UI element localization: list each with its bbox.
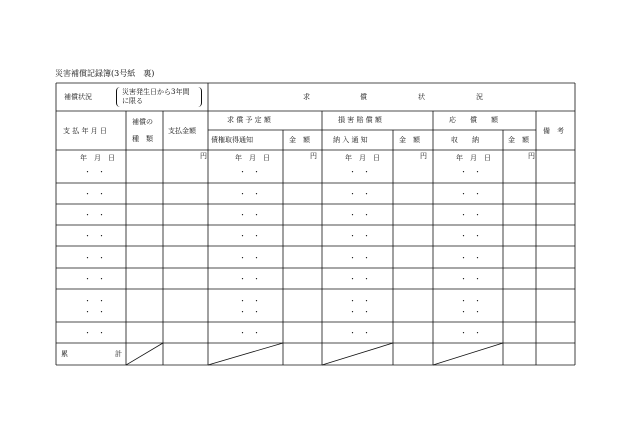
- offer-header: 応 償 額: [449, 116, 498, 124]
- date-dots: ・ ・: [460, 329, 481, 337]
- compensation-status-label: 補償状況: [64, 93, 92, 101]
- kyusho-char-3: 状: [418, 93, 425, 101]
- date-dots: ・ ・: [84, 308, 105, 316]
- date-dots: ・ ・: [239, 190, 260, 198]
- date-dots: ・ ・: [84, 211, 105, 219]
- date-dots: ・ ・: [84, 329, 105, 337]
- date-dots: ・ ・: [460, 190, 481, 198]
- date-dots: ・ ・: [84, 297, 105, 305]
- total-label-1: 累: [61, 350, 68, 358]
- first-row-yen-4: 円: [528, 152, 535, 160]
- total-label-2: 計: [115, 350, 122, 358]
- first-row-yen-2: 円: [310, 152, 317, 160]
- date-dots: ・ ・: [84, 254, 105, 262]
- first-row-ymd-3: 年 月 日: [345, 154, 380, 162]
- first-row-ymd-2: 年 月 日: [235, 154, 270, 162]
- comp-type-header-2: 種 類: [132, 135, 153, 143]
- date-dots: ・ ・: [349, 275, 370, 283]
- amount-header-2: 金 額: [399, 136, 420, 144]
- first-row-yen-1: 円: [200, 152, 207, 160]
- receipt-notice-header: 納 入 通 知: [333, 136, 368, 144]
- date-dots: ・ ・: [349, 297, 370, 305]
- date-dots: ・ ・: [239, 308, 260, 316]
- payment-amount-header: 支払金額: [168, 127, 196, 135]
- date-dots: ・ ・: [84, 275, 105, 283]
- date-dots: ・ ・: [460, 254, 481, 262]
- date-dots: ・ ・: [239, 232, 260, 240]
- note-line-1: 災害発生日から3年間: [122, 88, 190, 96]
- date-dots: ・ ・: [239, 275, 260, 283]
- date-dots: ・ ・: [84, 232, 105, 240]
- date-dots: ・ ・: [460, 232, 481, 240]
- date-dots: ・ ・: [239, 297, 260, 305]
- date-dots: ・ ・: [84, 168, 105, 176]
- date-dots: ・ ・: [349, 168, 370, 176]
- note-line-2: に限る: [122, 97, 143, 105]
- damages-header: 損 害 賠 償 額: [338, 116, 382, 124]
- kyusho-char-1: 求: [303, 93, 310, 101]
- date-dots: ・ ・: [349, 232, 370, 240]
- payment-date-header: 支 払 年 月 日: [63, 127, 107, 135]
- first-row-ymd-4: 年 月 日: [456, 154, 491, 162]
- date-dots: ・ ・: [460, 308, 481, 316]
- kyusho-char-2: 償: [360, 93, 367, 101]
- first-row-ymd-1: 年 月 日: [80, 154, 115, 162]
- date-dots: ・ ・: [460, 211, 481, 219]
- claim-right-notice-header: 債権取得通知: [211, 136, 253, 144]
- date-dots: ・ ・: [239, 329, 260, 337]
- amount-header-1: 金 額: [289, 136, 310, 144]
- date-dots: ・ ・: [239, 254, 260, 262]
- amount-header-3: 金 額: [508, 136, 529, 144]
- date-dots: ・ ・: [460, 297, 481, 305]
- claim-planned-header: 求 償 予 定 額: [227, 116, 271, 124]
- date-dots: ・ ・: [349, 308, 370, 316]
- remarks-header: 備 考: [543, 127, 564, 135]
- date-dots: ・ ・: [460, 168, 481, 176]
- date-dots: ・ ・: [349, 329, 370, 337]
- date-dots: ・ ・: [349, 211, 370, 219]
- date-dots: ・ ・: [239, 168, 260, 176]
- note-text: [122, 88, 189, 106]
- first-row-yen-3: 円: [420, 152, 427, 160]
- kyusho-char-4: 況: [476, 93, 483, 101]
- form-title: 災害補償記録簿(3号紙 裏): [55, 69, 155, 78]
- receipt-header: 収 納: [451, 136, 479, 144]
- date-dots: ・ ・: [349, 254, 370, 262]
- date-dots: ・ ・: [460, 275, 481, 283]
- comp-type-header-1: 補償の: [132, 118, 153, 126]
- date-dots: ・ ・: [84, 190, 105, 198]
- date-dots: ・ ・: [349, 190, 370, 198]
- date-dots: ・ ・: [239, 211, 260, 219]
